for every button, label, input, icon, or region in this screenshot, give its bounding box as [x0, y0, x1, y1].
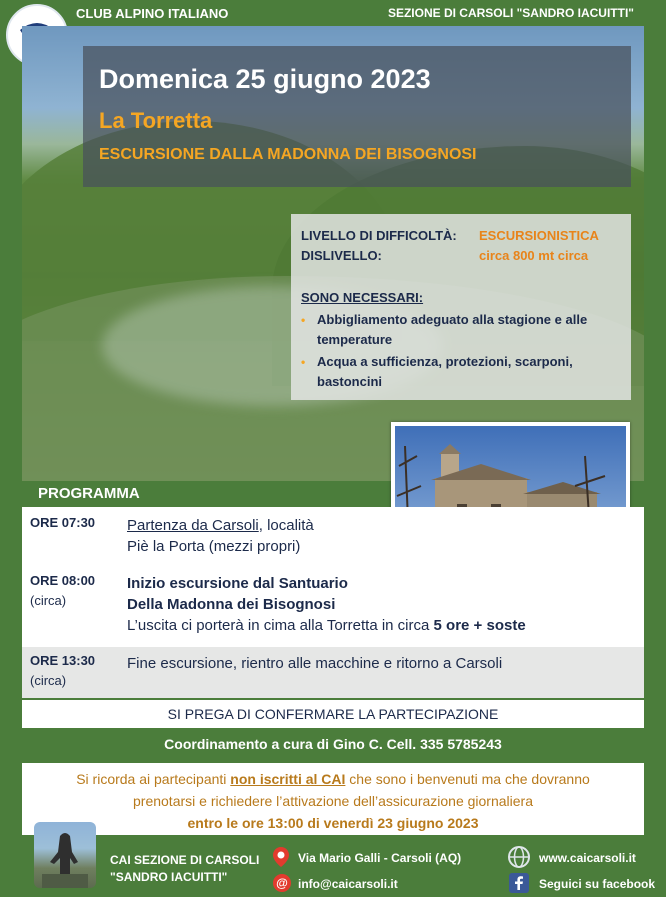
event-date: Domenica 25 giugno 2023 — [99, 64, 431, 94]
location-pin-icon — [272, 846, 290, 868]
globe-icon — [507, 845, 531, 869]
row-circa: (circa) — [30, 673, 67, 688]
header-section-name: SEZIONE DI CARSOLI "SANDRO IACUITTI" — [387, 6, 634, 20]
statue-photo — [34, 822, 96, 888]
table-row — [22, 571, 644, 647]
info-box — [291, 214, 631, 400]
bullet-icon: • — [301, 313, 306, 327]
insurance-note: Si ricorda ai partecipanti non iscritti al CAI che sono i benvenuti ma che dovranno prenotarsi e richiedere l’attivazione dell’assicurazione giornaliera entro le ore 13:00 di venerdì 23 giugno 2023 — [22, 763, 644, 835]
header-club-name: CLUB ALPINO ITALIANO — [76, 6, 229, 21]
difficulty-label: LIVELLO DI DIFFICOLTÀ: — [301, 228, 457, 243]
required-list — [301, 310, 619, 394]
footer-website-link[interactable]: www.caicarsoli.it — [539, 851, 636, 865]
required-label: SONO NECESSARI: — [301, 290, 424, 305]
title-box — [83, 46, 631, 187]
list-item: • Abbigliamento adeguato alla stagione e alle temperature — [301, 312, 588, 347]
footer-org-subtitle: "SANDRO IACUITTI" — [110, 870, 228, 884]
event-place: La Torretta — [99, 108, 213, 133]
difficulty-value: ESCURSIONISTICA — [479, 228, 599, 243]
footer-org-name: CAI SEZIONE DI CARSOLI — [110, 853, 260, 867]
bullet-icon: • — [301, 355, 306, 369]
facebook-icon — [509, 873, 529, 893]
elevation-label: DISLIVELLO: — [301, 248, 382, 263]
table-row — [22, 647, 644, 698]
list-item: • Acqua a sufficienza, protezioni, scarponi, bastoncini — [301, 354, 573, 389]
footer-address: Via Mario Galli - Carsoli (AQ) — [298, 851, 462, 865]
svg-text:@: @ — [276, 876, 288, 890]
row-time: ORE 07:30 — [30, 515, 96, 530]
coordination-contact: Coordinamento a cura di Gino C. Cell. 335 5785243 — [164, 736, 502, 752]
footer-email-link[interactable]: info@caicarsoli.it — [298, 877, 398, 891]
email-icon — [272, 873, 292, 893]
footer-facebook-link[interactable]: Seguici su facebook — [539, 877, 656, 891]
row-description: Partenza da Carsoli, località Piè la Porta (mezzi propri) — [127, 517, 314, 555]
row-time: ORE 13:30 — [30, 653, 96, 668]
row-circa: (circa) — [30, 593, 67, 608]
row-description: Inizio escursione dal Santuario Della Madonna dei Bisognosi L’uscita ci porterà in cima alla Torretta in circa 5 ore + soste — [127, 575, 526, 634]
confirm-participation: SI PREGA DI CONFERMARE LA PARTECIPAZIONE — [22, 700, 644, 728]
programma-box — [22, 507, 644, 698]
row-description: Fine escursione, rientro alle macchine e ritorno a Carsoli — [127, 655, 503, 672]
row-time: ORE 08:00 — [30, 573, 96, 588]
event-subtitle: ESCURSIONE DALLA MADONNA DEI BISOGNOSI — [99, 146, 477, 163]
programma-heading: PROGRAMMA — [38, 485, 140, 502]
table-row — [22, 515, 644, 571]
elevation-value: circa 800 mt circa — [479, 248, 589, 263]
